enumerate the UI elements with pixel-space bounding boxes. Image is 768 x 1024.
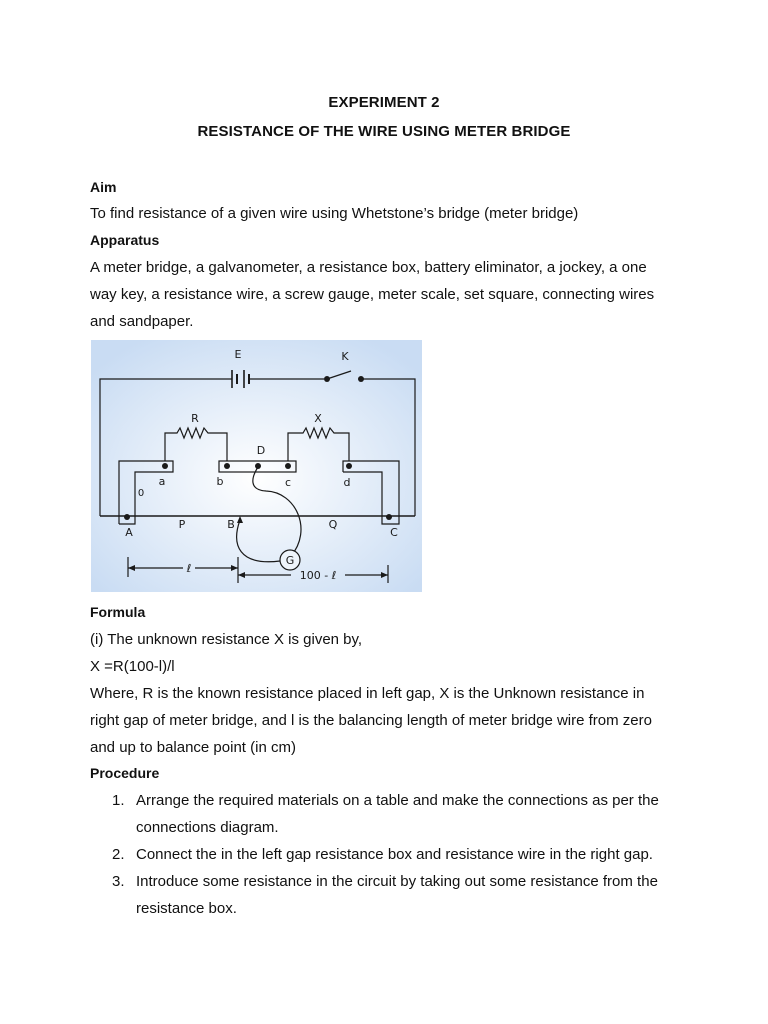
procedure-item-3-line-1: Introduce some resistance in the circuit by taking out some resistance from the	[136, 873, 658, 890]
label-B: B	[227, 518, 235, 531]
label-P: P	[178, 518, 186, 531]
procedure-item-1-line-2: connections diagram.	[136, 819, 279, 836]
key-contact-2	[358, 376, 364, 382]
aim-text: To find resistance of a given wire using Whetstone’s bridge (meter bridge)	[90, 205, 579, 222]
label-c: c	[284, 476, 292, 489]
label-G: G	[285, 554, 295, 567]
label-zero: 0	[137, 488, 145, 499]
terminal-a-dot	[162, 463, 168, 469]
meter-bridge-diagram	[91, 340, 422, 592]
label-A: A	[125, 526, 133, 539]
experiment-subtitle: RESISTANCE OF THE WIRE USING METER BRIDGE	[197, 123, 571, 140]
label-a: a	[158, 475, 166, 488]
terminal-c-dot	[285, 463, 291, 469]
terminal-A-dot	[124, 514, 130, 520]
label-length-left: ℓ	[186, 562, 192, 575]
apparatus-heading: Apparatus	[90, 232, 160, 248]
label-battery-E: E	[234, 348, 242, 361]
procedure-item-2-number: 2.	[112, 846, 125, 863]
experiment-title: EXPERIMENT 2	[328, 94, 440, 111]
label-key-K: K	[341, 350, 349, 363]
label-Q: Q	[328, 518, 338, 531]
formula-line-1: (i) The unknown resistance X is given by,	[90, 631, 363, 648]
apparatus-line-2: way key, a resistance wire, a screw gauge, meter scale, set square, connecting wires	[90, 286, 655, 303]
procedure-item-1-number: 1.	[112, 792, 125, 809]
apparatus-line-1: A meter bridge, a galvanometer, a resistance box, battery eliminator, a jockey, a one	[90, 259, 647, 276]
procedure-item-2-line-1: Connect the in the left gap resistance box and resistance wire in the right gap.	[136, 846, 653, 863]
label-X: X	[314, 412, 322, 425]
terminal-C-dot	[386, 514, 392, 520]
formula-line-5: and up to balance point (in cm)	[90, 739, 296, 756]
apparatus-line-3: and sandpaper.	[90, 313, 194, 330]
label-b: b	[216, 475, 224, 488]
formula-expression: X =R(100-l)/l	[90, 658, 175, 675]
formula-line-3: Where, R is the known resistance placed in left gap, X is the Unknown resistance in	[90, 685, 645, 702]
formula-heading: Formula	[90, 604, 146, 620]
label-R: R	[191, 412, 199, 425]
label-C: C	[390, 526, 398, 539]
key-contact-1	[324, 376, 330, 382]
aim-heading: Aim	[90, 179, 117, 195]
label-length-right: 100 - ℓ	[299, 569, 337, 582]
label-D: D	[256, 444, 266, 457]
label-d: d	[343, 476, 351, 489]
procedure-item-3-number: 3.	[112, 873, 125, 890]
terminal-d-dot	[346, 463, 352, 469]
procedure-item-3-line-2: resistance box.	[136, 900, 237, 917]
procedure-item-1-line-1: Arrange the required materials on a table and make the connections as per the	[136, 792, 659, 809]
formula-line-4: right gap of meter bridge, and l is the balancing length of meter bridge wire from zero	[90, 712, 652, 729]
procedure-heading: Procedure	[90, 765, 160, 781]
terminal-D-dot	[255, 463, 261, 469]
terminal-b-dot	[224, 463, 230, 469]
